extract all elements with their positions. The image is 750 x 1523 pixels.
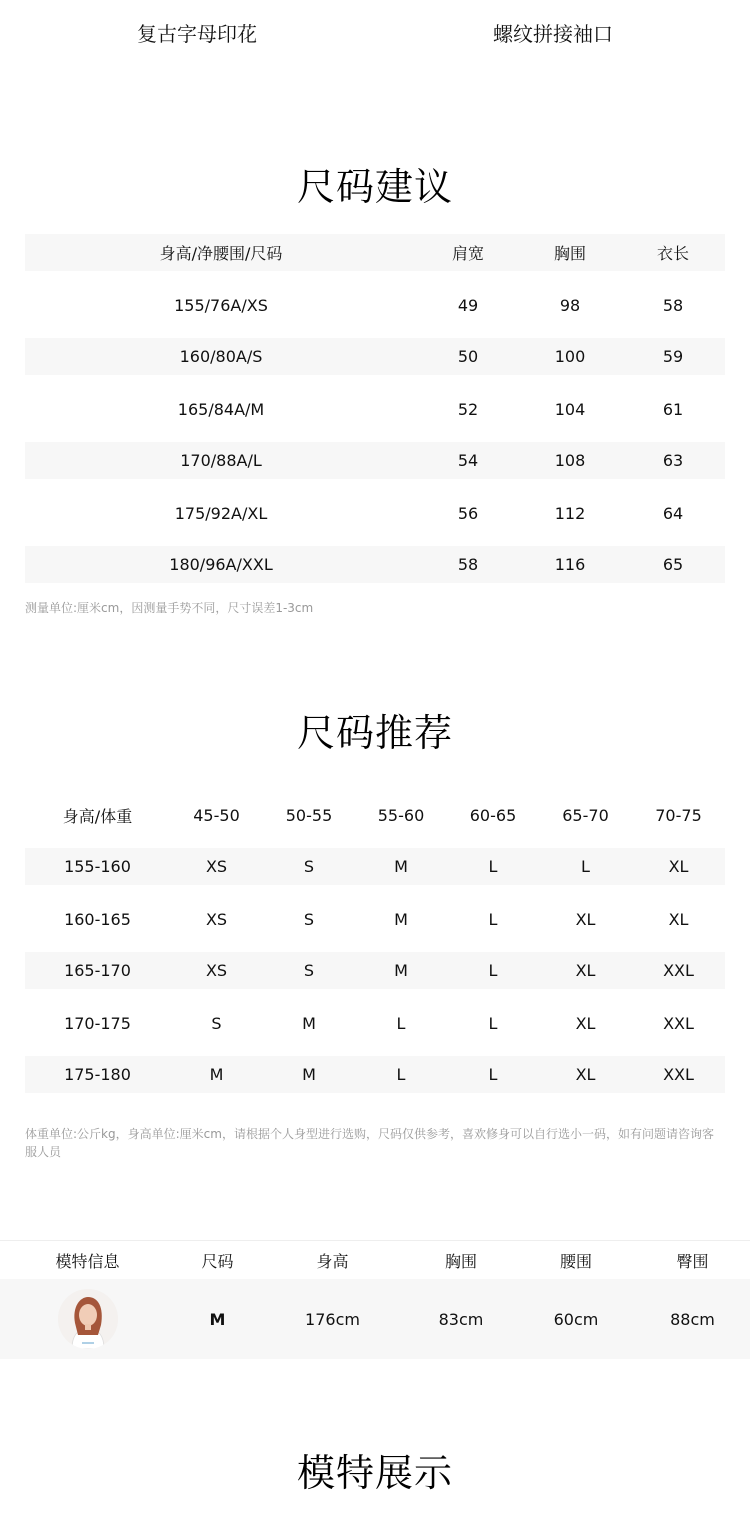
table-cell: L	[447, 845, 539, 890]
table-header-row	[25, 231, 725, 276]
table-row	[25, 949, 725, 994]
header-cell: 身高/体重	[62, 806, 133, 826]
model-bust: 83cm	[405, 1279, 517, 1359]
size-recommend-note: 体重单位:公斤kg，身高单位:厘米cm，请根据个人身型进行选购，尺码仅供参考，喜欢修身可以自行选小一码，如有问题请咨询客服人员	[25, 1127, 714, 1159]
table-cell: 170-175	[64, 1013, 131, 1033]
header-cell: 70-75	[655, 805, 702, 825]
table-cell: 175/92A/XL	[174, 503, 268, 523]
model-waist: 60cm	[517, 1279, 635, 1359]
header-cell: 腰围	[517, 1241, 635, 1280]
table-cell: 61	[662, 399, 684, 419]
table-cell: 58	[417, 543, 519, 588]
table-cell: 165/84A/M	[177, 399, 265, 419]
table-cell: 63	[621, 439, 725, 484]
avatar-cell	[0, 1279, 175, 1359]
table-row	[25, 889, 725, 949]
table-header-row	[0, 1241, 750, 1280]
table-row	[25, 993, 725, 1053]
table-cell: S	[263, 845, 355, 890]
table-cell: 56	[457, 503, 479, 523]
size-advice-note: 测量单位:厘米cm，因测量手势不同，尺寸误差1-3cm	[25, 601, 314, 615]
table-cell: M	[263, 1053, 355, 1098]
table-cell: M	[355, 949, 447, 994]
table-cell: L	[396, 1013, 406, 1033]
header-cell: 65-70	[562, 805, 609, 825]
model-avatar-icon	[58, 1289, 118, 1349]
table-row	[0, 1279, 750, 1359]
header-cell: 60-65	[469, 805, 517, 825]
table-cell: XS	[205, 909, 228, 929]
table-cell: XL	[668, 909, 689, 929]
size-advice-table	[25, 227, 725, 591]
table-cell: 116	[519, 543, 621, 588]
table-cell: 59	[621, 335, 725, 380]
table-cell: L	[539, 845, 632, 890]
table-cell: 170/88A/L	[25, 439, 417, 484]
table-row	[25, 379, 725, 439]
table-row	[25, 1053, 725, 1098]
table-cell: XL	[575, 909, 596, 929]
table-cell: XS	[170, 845, 263, 890]
table-row	[25, 439, 725, 484]
table-cell: XL	[575, 1013, 596, 1033]
header-cell: 肩宽	[417, 231, 519, 276]
header-cell: 身高	[260, 1241, 405, 1280]
table-cell: S	[263, 949, 355, 994]
header-cell: 胸围	[519, 231, 621, 276]
model-avatar-icon	[58, 1289, 118, 1349]
table-cell: XL	[539, 949, 632, 994]
table-cell: XS	[170, 949, 263, 994]
table-header-row	[25, 789, 725, 845]
table-cell: 160/80A/S	[25, 335, 417, 380]
table-cell: XL	[632, 845, 725, 890]
table-row	[25, 335, 725, 380]
table-cell: 112	[554, 503, 586, 523]
model-show-title: 模特展示	[296, 1451, 453, 1495]
header-cell: 衣长	[621, 231, 725, 276]
table-cell: 165-170	[25, 949, 170, 994]
size-advice-title: 尺码建议	[296, 165, 453, 209]
table-cell: 98	[559, 295, 581, 315]
table-cell: 175-180	[25, 1053, 170, 1098]
table-cell: S	[303, 909, 315, 929]
table-cell: 104	[554, 399, 586, 419]
table-cell: 108	[519, 439, 621, 484]
table-row	[25, 483, 725, 543]
table-cell: 155/76A/XS	[174, 295, 268, 315]
table-cell: 49	[457, 295, 479, 315]
model-info-table	[0, 1240, 750, 1359]
model-size: M	[175, 1279, 260, 1359]
header-cell: 胸围	[405, 1241, 517, 1280]
header-cell: 55-60	[377, 805, 425, 825]
table-cell: L	[447, 1053, 539, 1098]
table-cell: XXL	[632, 1053, 725, 1098]
header-cell: 臀围	[635, 1241, 750, 1280]
table-cell: M	[170, 1053, 263, 1098]
model-hip: 88cm	[635, 1279, 750, 1359]
table-cell: XXL	[663, 1013, 694, 1033]
model-height: 176cm	[260, 1279, 405, 1359]
header-cell: 45-50	[193, 805, 240, 825]
table-cell: M	[302, 1013, 316, 1033]
header-cell: 尺码	[175, 1241, 260, 1280]
feature-caption-cuff: 螺纹拼接袖口	[493, 22, 613, 46]
header-cell: 身高/净腰围/尺码	[25, 231, 417, 276]
table-cell: L	[447, 949, 539, 994]
size-recommend-title: 尺码推荐	[296, 711, 453, 755]
feature-caption-print: 复古字母印花	[137, 22, 257, 46]
table-row	[25, 543, 725, 588]
table-cell: M	[355, 845, 447, 890]
table-row	[25, 845, 725, 890]
table-cell: 64	[662, 503, 684, 523]
table-cell: 50	[417, 335, 519, 380]
table-cell: L	[355, 1053, 447, 1098]
table-cell: 54	[417, 439, 519, 484]
table-cell: XXL	[632, 949, 725, 994]
table-cell: L	[488, 909, 498, 929]
table-cell: 180/96A/XXL	[25, 543, 417, 588]
table-cell: 160-165	[64, 909, 131, 929]
table-cell: 155-160	[25, 845, 170, 890]
table-cell: S	[211, 1013, 222, 1033]
table-cell: 65	[621, 543, 725, 588]
table-cell: 52	[457, 399, 479, 419]
table-cell: XL	[539, 1053, 632, 1098]
table-cell: 100	[519, 335, 621, 380]
table-cell: 58	[662, 295, 684, 315]
header-cell: 模特信息	[0, 1241, 175, 1280]
table-row	[25, 275, 725, 335]
table-cell: M	[394, 909, 408, 929]
table-cell: L	[488, 1013, 498, 1033]
header-cell: 50-55	[285, 805, 333, 825]
size-recommend-table	[25, 789, 725, 1101]
